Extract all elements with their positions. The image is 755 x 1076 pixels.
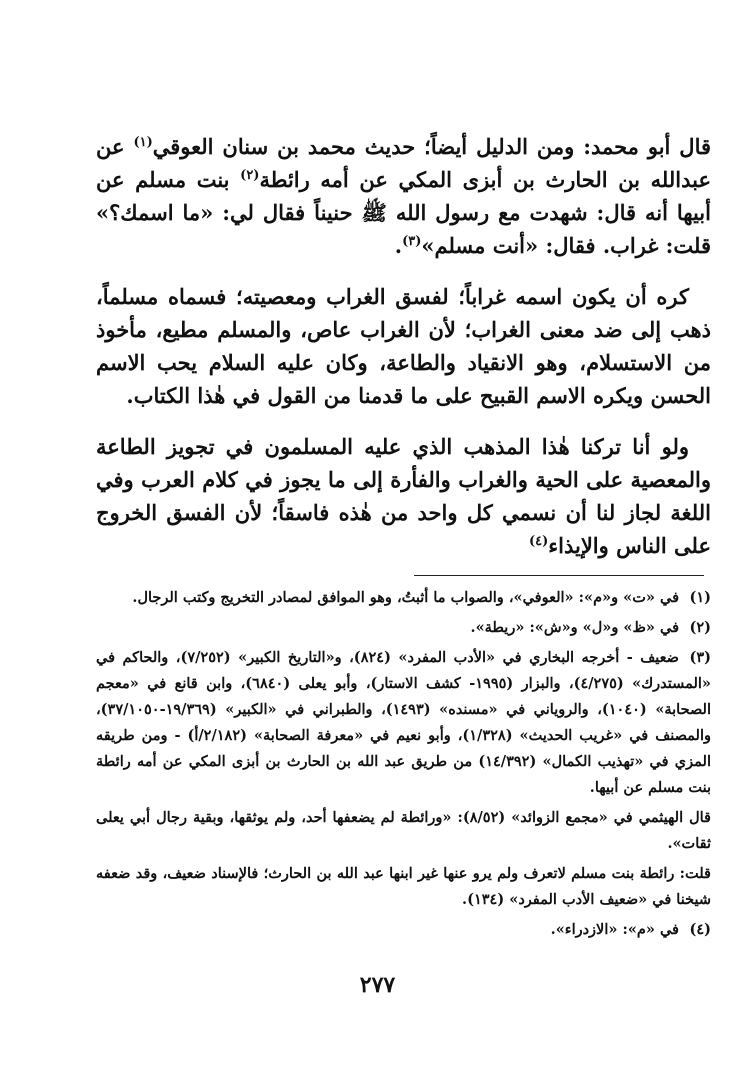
footnote-3-text: ضعيف - أخرجه البخاري في «الأدب المفرد» (٨٢٤)، و«التاريخ الكبير» (٧/٢٥٢)، والحاكم في «المستدرك» (٤/٢٧٥)، والبزار (١٩٩٥- كشف الاستار)، وأبو يعلى (٦٨٤٠)، وابن قانع في «معجم الصحابة» (١٠٤٠)، والروياني في «مسنده» (١٤٩٣)، والطبراني في «الكبير» (١٩/٣٦٩-٣٧/١٠٥٠)، والمصنف في «غريب الحديث» (١/٣٢٨)، وأبو نعيم في «معرفة الصحابة» (٢/١٨٢/أ) - ومن طريقه المزي في «تهذيب الكمال» (١٤/٣٩٢) من طريق عبد الله بن الحارث بن أبزى المكي عن أمه رائطة بنت مسلم عن أبيها. xyxy=(96,649,711,796)
paragraph-2: كره أن يكون اسمه غراباً؛ لفسق الغراب ومعصيته؛ فسماه مسلماً، ذهب إلى ضد معنى الغراب؛ لأن الغراب عاص، والمسلم مطيع، مأخوذ من الاستسلام، وهو الانقياد والطاعة، وكان عليه السلام يحب الاسم الحسن ويكره الاسم القبيح على ما قدمنا من القول في هٰذا الكتاب. xyxy=(96,284,711,408)
paragraph-1-part-a: ومن الدليل أيضاً؛ حديث محمد بن سنان العوقي xyxy=(152,134,584,159)
footnote-3 xyxy=(96,645,711,801)
footnote-3-comment: قلت: رائطة بنت مسلم لاتعرف ولم يرو عنها غير ابنها عبد الله بن الحارث؛ فالإسناد ضعيف، وقد ضعفه شيخنا في «ضعيف الأدب المفرد» (١٣٤). xyxy=(96,865,711,908)
paragraph-3 xyxy=(96,430,711,562)
footnote-2 xyxy=(96,615,711,641)
footnote-1-number: (١) xyxy=(689,589,711,606)
footnote-1-text: في «ت» و«م»: «العوفي»، والصواب ما أثبتُ، وهو الموافق لمصادر التخريج وكتب الرجال. xyxy=(132,589,679,606)
main-text xyxy=(96,130,711,580)
footnote-3-number: (٣) xyxy=(689,649,711,666)
paragraph-1-part-c: بنت مسلم عن أبيها أنه قال: شهدت مع رسول الله ﷺ حنيناً فقال لي: «ما اسمك؟» قلت: غراب. فقال: «أنت مسلم» xyxy=(96,167,711,258)
footnote-marker-2: (٢) xyxy=(240,168,260,183)
footnote-2-text: في «ظ» و«ل» و«ش»: «ريطة». xyxy=(470,619,679,636)
paragraph-1-part-b: عن عبدالله بن الحارث بن أبزى المكي عن أمه رائطة xyxy=(96,134,711,192)
page-number: ٢٧٧ xyxy=(359,972,396,998)
footnote-4-text: في «م»: «الازدراء». xyxy=(550,921,679,938)
paragraph-3-text: ولو أنا تركنا هٰذا المذهب الذي عليه المسلمون في تجويز الطاعة والمعصية على الحية والغراب والفأرة إلى ما يجوز في كلام العرب وفي اللغة لجاز لنا أن نسمي كل واحد من هٰذه فاسقاً؛ لأن الفسق الخروج على الناس والإيذاء xyxy=(96,434,711,558)
footnote-2-number: (٢) xyxy=(689,619,711,636)
footnote-separator xyxy=(414,575,704,576)
footnote-4 xyxy=(96,917,711,943)
footnote-marker-3: (٣) xyxy=(402,234,422,249)
speaker-label: قال أبو محمد: xyxy=(583,134,712,159)
footnote-1 xyxy=(96,585,711,611)
footnote-4-number: (٤) xyxy=(689,921,711,938)
footnote-marker-1: (١) xyxy=(133,135,153,150)
paragraph-1 xyxy=(96,130,711,262)
footnote-marker-4: (٤) xyxy=(528,534,549,549)
paragraph-1-part-d: . xyxy=(394,233,403,258)
footnote-3-haythami: قال الهيثمي في «مجمع الزوائد» (٨/٥٢): «ورائطة لم يضعفها أحد، ولم يوثقها، وبقية رجال أبي يعلى ثقات». xyxy=(96,809,711,852)
footnotes xyxy=(96,585,711,947)
